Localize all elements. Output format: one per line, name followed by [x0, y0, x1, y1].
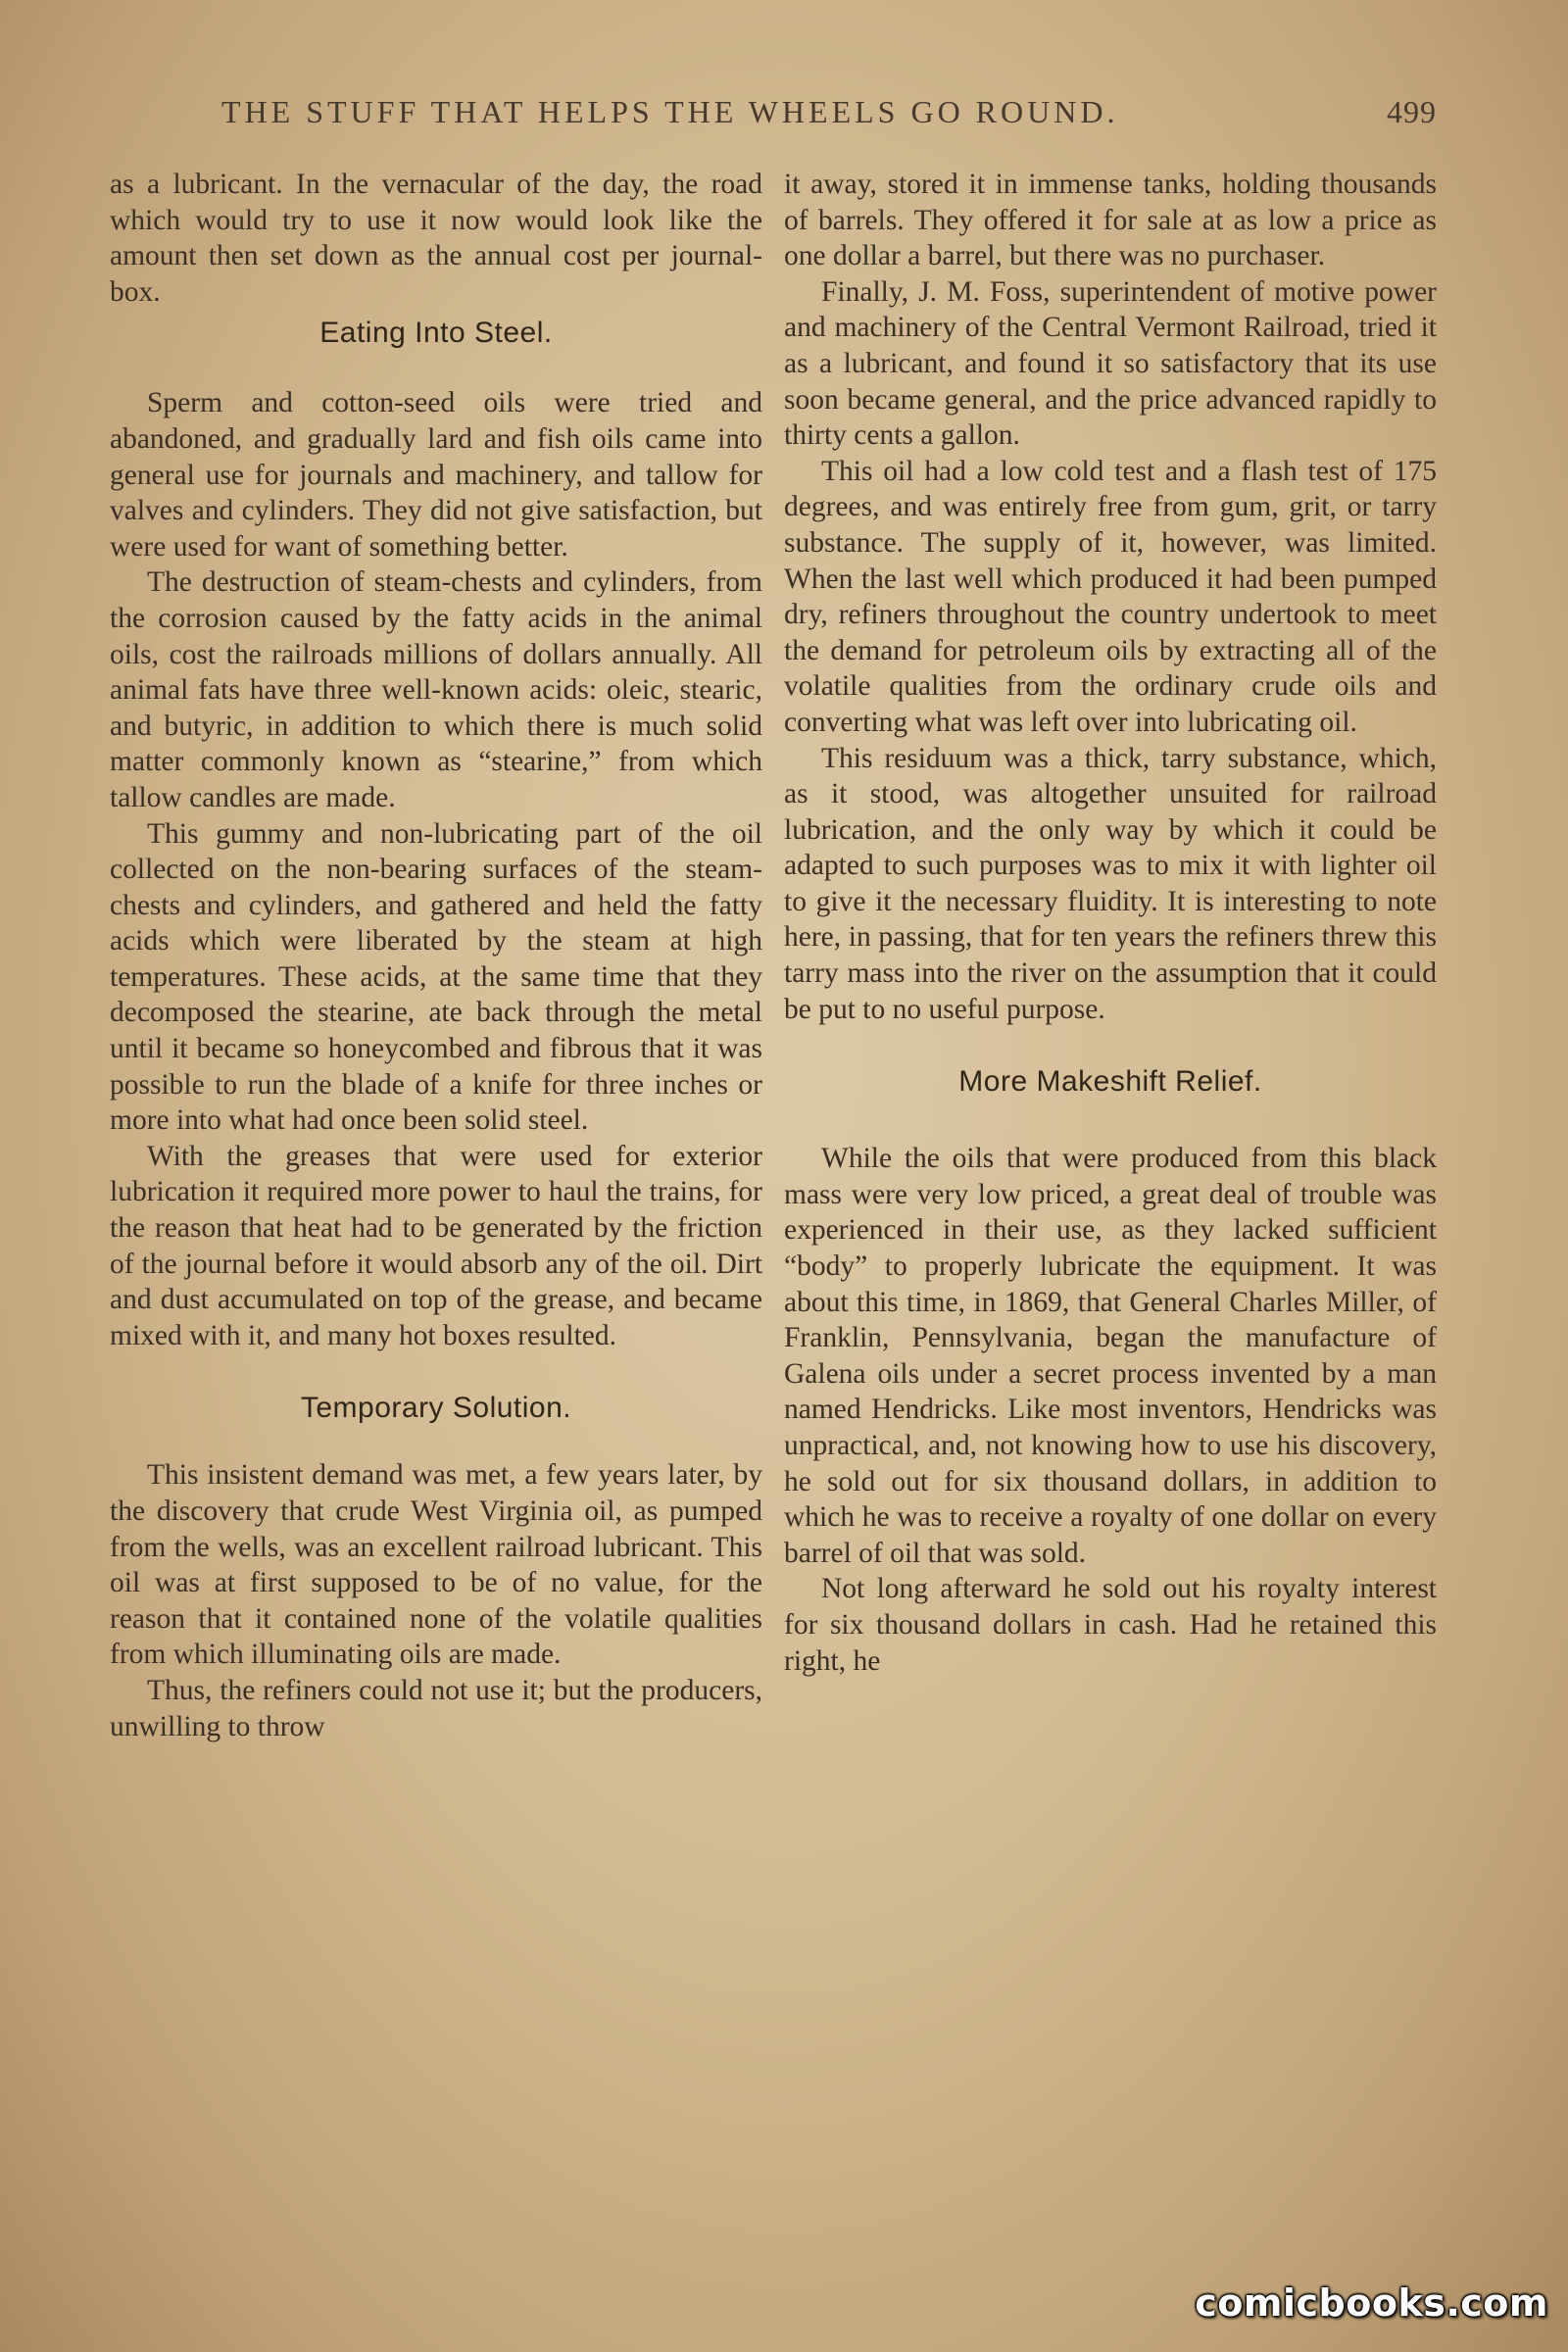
running-title: THE STUFF THAT HELPS THE WHEELS GO ROUND.	[221, 94, 1119, 129]
page-number: 499	[1387, 94, 1437, 129]
section-heading-eating-into-steel: Eating Into Steel.	[319, 317, 553, 350]
paragraph: With the greases that were used for exterior lubrication it required more power to haul the trains, for the reason that heat had to be generated by the friction of the journal before it would absorb any of the oil. Dirt and dust accumulated on top of the grease, and became mixed with it, and many hot boxes resulted.	[110, 1140, 762, 1351]
paragraph: as a lubricant. In the vernacular of the day, the road which would try to use it now would look like the amount then set down as the annual cost per journal-box.	[110, 169, 762, 308]
paragraph: The destruction of steam-chests and cylinders, from the corrosion caused by the fatty acids in the animal oils, cost the railroads millions of dollars annually. All animal fats have three well-known acids: oleic, stearic, and butyric, in addition to which there is much solid matter commonly known as “stearine,” from which tallow candles are made.	[110, 566, 762, 813]
paragraph: This oil had a low cold test and a flash test of 175 degrees, and was entirely free from gum, grit, or tarry substance. The supply of it, however, was limited. When the last well which produced it had been pumped dry, refiners throughout the country undertook to meet the demand for petroleum oils by extracting all of the volatile qualities from the ordinary crude oils and converting what was left over into lubricating oil.	[784, 455, 1437, 738]
paragraph: This insistent demand was met, a few years later, by the discovery that crude West Virginia oil, as pumped from the wells, was an excellent railroad lubricant. This oil was at first supposed to be of no value, for the reason that it contained none of the volatile qualities from which illuminating oils are made.	[110, 1459, 762, 1671]
site-watermark: comicbooks.com	[1195, 2281, 1548, 2325]
paragraph: Not long afterward he sold out his royalty interest for six thousand dollars in cash. Had he retained this right, he	[784, 1573, 1437, 1677]
paragraph: Finally, J. M. Foss, superintendent of motive power and machinery of the Central Vermont Railroad, tried it as a lubricant, and found it so satisfactory that its use soon became general, and the price advanced rapidly to thirty cents a gallon.	[784, 275, 1437, 452]
paragraph: Thus, the refiners could not use it; but the producers, unwilling to throw	[110, 1674, 762, 1742]
right-column	[784, 167, 1437, 1679]
section-heading-more-makeshift-relief: More Makeshift Relief.	[958, 1065, 1262, 1099]
section-heading-temporary-solution: Temporary Solution.	[300, 1392, 572, 1425]
paragraph: it away, stored it in immense tanks, holding thousands of barrels. They offered it for sale at as low a price as one dollar a barrel, but there was no purchaser.	[784, 169, 1437, 272]
left-column	[110, 167, 762, 1744]
paragraph: This residuum was a thick, tarry substance, which, as it stood, was altogether unsuited for railroad lubrication, and the only way by which it could be adapted to such purposes was to mix it with lighter oil to give it the necessary fluidity. It is interesting to note here, in passing, that for ten years the refiners threw this tarry mass into the river on the assumption that it could be put to no useful purpose.	[784, 742, 1437, 1025]
running-header	[221, 94, 1437, 130]
paragraph: Sperm and cotton-seed oils were tried and abandoned, and gradually lard and fish oils came into general use for journals and machinery, and tallow for valves and cylinders. They did not give satisfaction, but were used for want of something better.	[110, 387, 762, 563]
paragraph: While the oils that were produced from this black mass were very low priced, a great deal of trouble was experienced in their use, as they lacked sufficient “body” to properly lubricate the equipment. It was about this time, in 1869, that General Charles Miller, of Franklin, Pennsylvania, began the manufacture of Galena oils under a secret process invented by a man named Hendricks. Like most inventors, Hendricks was unpractical, and, not knowing how to use his discovery, he sold out for six thousand dollars, in addition to which he was to receive a royalty of one dollar on every barrel of oil that was sold.	[784, 1143, 1437, 1569]
paragraph: This gummy and non-lubricating part of the oil collected on the non-bearing surfaces of the steam-chests and cylinders, and gathered and held the fatty acids which were liberated by the steam at high temperatures. These acids, at the same time that they decomposed the stearine, ate back through the metal until it became so honeycombed and fibrous that it was possible to run the blade of a knife for three inches or more into what had once been solid steel.	[110, 817, 762, 1137]
